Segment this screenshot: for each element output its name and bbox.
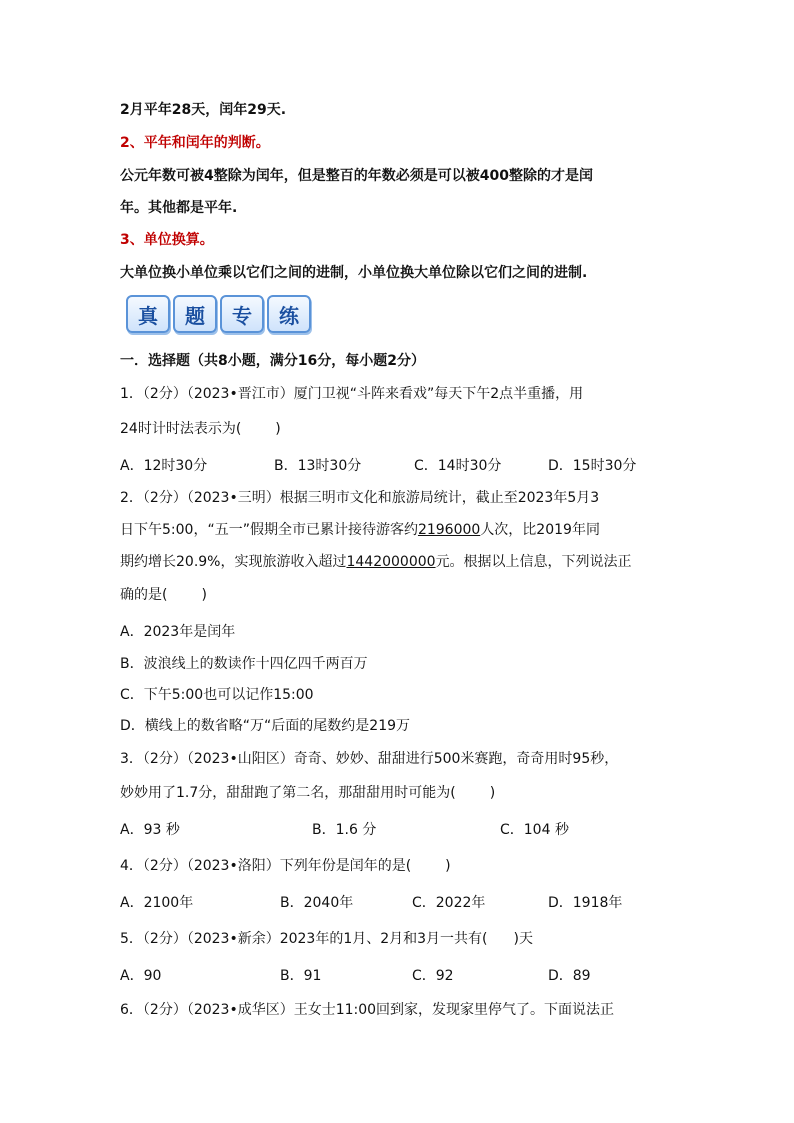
q2-line-2: 日下午5:00，“五一”假期全市已累计接待游客约2196000人次，比2019年同 [120,522,600,538]
q5-option-a[interactable]: A．90 [120,968,162,984]
q1-line-2: 24时计时法表示为( ) [120,421,281,437]
underlined-number: 1442000000 [346,554,436,570]
q1-line-1: 1．（2分）（2023•晋江市）厦门卫视“斗阵来看戏”每天下午2点半重播，用 [120,386,584,402]
q3-line-1: 3．（2分）（2023•山阳区）奇奇、妙妙、甜甜进行500米赛跑，奇奇用时95秒， [120,751,619,767]
q4-option-b[interactable]: B．2040年 [280,895,354,911]
q3-line-2: 妙妙用了1.7分，甜甜跑了第二名，那甜甜用时可能为( ) [120,785,496,801]
leap-rule-line-2: 年。其他都是平年. [120,200,238,216]
banner-char: 练 [267,295,311,333]
q2-option-c[interactable]: C．下午5:00也可以记作15:00 [120,687,314,703]
q1-option-c[interactable]: C．14时30分 [414,458,502,474]
q1-option-b[interactable]: B．13时30分 [274,458,362,474]
q5-option-c[interactable]: C．92 [412,968,454,984]
q6-line-1: 6．（2分）（2023•成华区）王女士11:00回到家，发现家里停气了。下面说法正 [120,1002,615,1018]
q5-option-d[interactable]: D．89 [548,968,591,984]
q3-option-a[interactable]: A．93 秒 [120,822,180,838]
heading-unit-conversion: 3、单位换算。 [120,232,214,248]
leap-rule-line-1: 公元年数可被4整除为闰年，但是整百的年数必须是可以被400整除的才是闰 [120,168,593,184]
q3-option-c[interactable]: C．104 秒 [500,822,569,838]
banner-char: 专 [220,295,264,333]
q5-line-1: 5．（2分）（2023•新余）2023年的1月、2月和3月一共有( )天 [120,931,533,947]
q2-line-3: 期约增长20.9%，实现旅游收入超过1442000000元。根据以上信息，下列说法正 [120,554,632,570]
q5-option-b[interactable]: B．91 [280,968,322,984]
feb-days-text: 2月平年28天，闰年29天. [120,102,287,118]
section-title: 一．选择题（共8小题，满分16分，每小题2分） [120,353,425,369]
q2-option-a[interactable]: A．2023年是闰年 [120,624,236,640]
q4-line-1: 4．（2分）（2023•洛阳）下列年份是闰年的是( ) [120,858,451,874]
q1-option-a[interactable]: A．12时30分 [120,458,208,474]
unit-rule-text: 大单位换小单位乘以它们之间的进制，小单位换大单位除以它们之间的进制. [120,265,588,281]
q2-option-d[interactable]: D．横线上的数省略“万“后面的尾数约是219万 [120,718,411,734]
banner-char: 题 [173,295,217,333]
q4-option-c[interactable]: C．2022年 [412,895,486,911]
practice-banner [126,294,311,334]
q2-line-4: 确的是( ) [120,587,207,603]
q4-option-a[interactable]: A．2100年 [120,895,194,911]
banner-char: 真 [126,295,170,333]
q1-option-d[interactable]: D．15时30分 [548,458,637,474]
heading-leap-year: 2、平年和闰年的判断。 [120,135,270,151]
underlined-number: 2196000 [417,522,481,538]
q3-option-b[interactable]: B．1.6 分 [312,822,377,838]
q2-line-1: 2．（2分）（2023•三明）根据三明市文化和旅游局统计，截止至2023年5月3 [120,490,600,506]
q2-option-b[interactable]: B．波浪线上的数读作十四亿四千两百万 [120,656,368,672]
q4-option-d[interactable]: D．1918年 [548,895,623,911]
